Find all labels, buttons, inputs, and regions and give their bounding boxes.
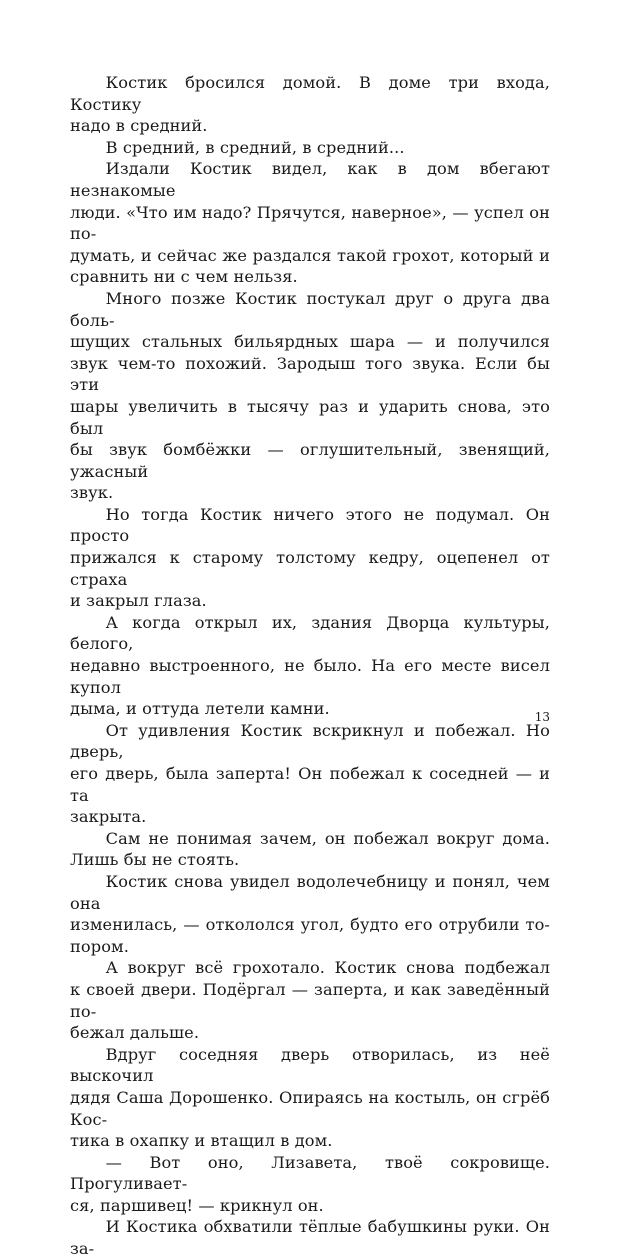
text-line: прижался к старому толстому кедру, оцепенел от страха: [70, 548, 550, 589]
text-line: звук.: [70, 483, 114, 503]
text-line: бы звук бомбёжки — оглушительный, звенящий, ужасный: [70, 440, 550, 481]
paragraph: [70, 957, 550, 1043]
text-line: А вокруг всё грохотало. Костик снова подбежал: [105, 958, 550, 978]
paragraph: [70, 720, 550, 828]
text-line: дядя Саша Дорошенко. Опираясь на костыль, он сгрёб Кос-: [70, 1087, 550, 1129]
text-line: Костик бросился домой. В доме три входа, Костику: [70, 73, 550, 114]
paragraph: [70, 137, 550, 159]
text-line: Издали Костик видел, как в дом вбегают незнакомые: [70, 159, 550, 200]
text-line: недавно выстроенного, не было. На его месте висел купол: [70, 656, 550, 697]
text-line: его дверь, была заперта! Он побежал к соседней — и та: [70, 764, 550, 805]
paragraph: [70, 828, 550, 871]
paragraph: [70, 288, 550, 504]
text-line: Сам не понимая зачем, он побежал вокруг дома.: [105, 828, 550, 848]
paragraph: [70, 1216, 550, 1259]
paragraph-list: [70, 72, 550, 1260]
text-line: И Костика обхватили тёплые бабушкины руки. Он за-: [70, 1217, 550, 1259]
text-line: закрыта.: [70, 807, 147, 827]
text-line: пором.: [70, 936, 129, 956]
text-line: — Вот оно, Лизавета, твоё сокровище. Прогуливает-: [70, 1152, 550, 1194]
paragraph: [70, 504, 550, 612]
text-line: В средний, в средний, в средний...: [105, 137, 405, 157]
text-line: думать, и сейчас же раздался такой грохот, который и: [70, 245, 550, 265]
paragraph: [70, 871, 550, 957]
text-line: изменилась, — откололся угол, будто его отрубили то-: [70, 915, 550, 935]
text-line: тика в охапку и втащил в дом.: [70, 1131, 333, 1151]
text-line: Вдруг соседняя дверь отворилась, из неё выскочил: [70, 1044, 550, 1086]
paragraph: [70, 72, 550, 137]
paragraph: [70, 612, 550, 720]
text-line: дыма, и оттуда летели камни.: [70, 699, 330, 719]
text-line: ся, паршивец! — крикнул он.: [70, 1195, 324, 1215]
text-line: Много позже Костик постукал друг о друга два боль-: [70, 288, 550, 330]
text-line: к своей двери. Подёргал — заперта, и как заведённый по-: [70, 979, 550, 1021]
paragraph: [70, 1044, 550, 1152]
text-line: бежал дальше.: [70, 1023, 200, 1043]
text-line: сравнить ни с чем нельзя.: [70, 267, 298, 287]
text-line: Но тогда Костик ничего этого не подумал. Он просто: [70, 504, 550, 546]
text-line: надо в средний.: [70, 116, 208, 136]
text-line: звук чем-то похожий. Зародыш того звука. Если бы эти: [70, 353, 550, 395]
text-line: и закрыл глаза.: [70, 591, 207, 611]
text-line: От удивления Костик вскрикнул и побежал. Но дверь,: [70, 720, 550, 762]
text-line: Лишь бы не стоять.: [70, 850, 240, 870]
paragraph: [70, 1152, 550, 1217]
text-line: шущих стальных бильярдных шара — и получился: [70, 332, 550, 352]
text-line: шары увеличить в тысячу раз и ударить снова, это был: [70, 396, 550, 438]
paragraph: [70, 158, 550, 288]
page-body: [70, 72, 550, 1260]
text-line: Костик снова увидел водолечебницу и понял, чем она: [70, 871, 550, 913]
text-line: А когда открыл их, здания Дворца культуры, белого,: [70, 612, 550, 654]
page-number: 13: [534, 710, 550, 724]
text-line: люди. «Что им надо? Прячутся, наверное», — успел он по-: [70, 202, 550, 244]
